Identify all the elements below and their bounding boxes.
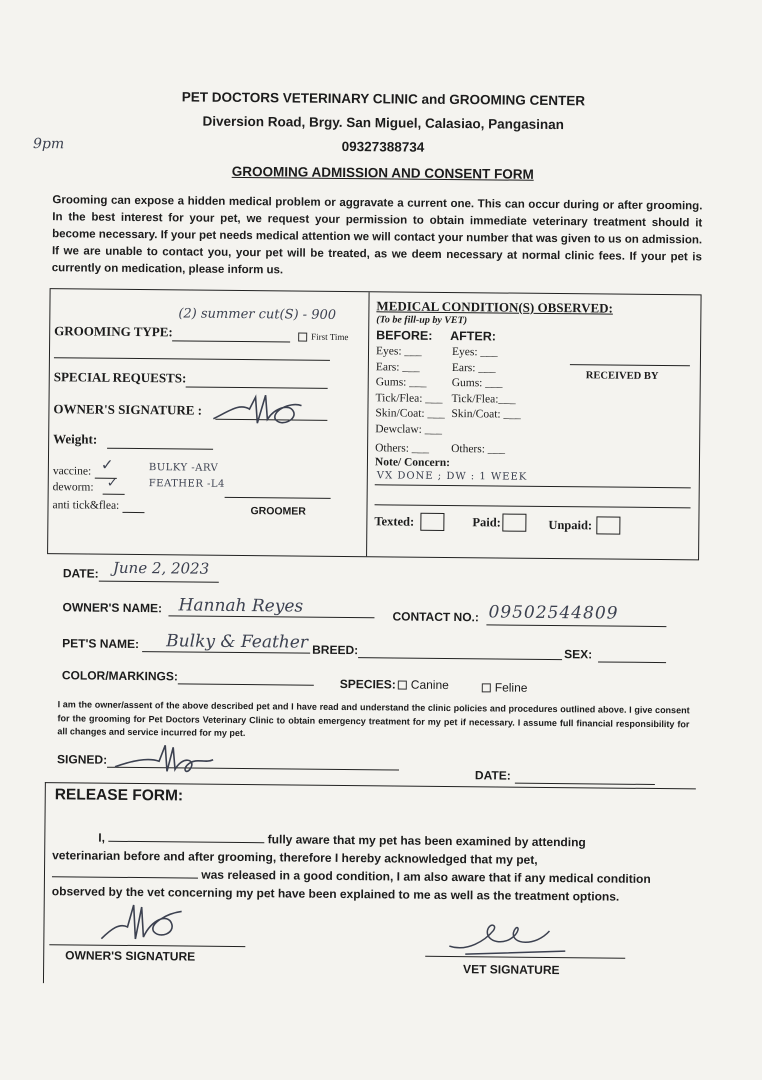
sex-label: SEX: (564, 647, 593, 662)
before-header: BEFORE: (376, 328, 433, 343)
grooming-type-value: (2) summer cut(S) - 900 (178, 306, 337, 323)
vet-signature-label: VET SIGNATURE (463, 962, 560, 978)
texted-label: Texted: (374, 514, 415, 529)
vaccine-check: ✓ (100, 455, 114, 474)
special-requests-label: SPECIAL REQUESTS: (53, 369, 187, 386)
clinic-address: Diversion Road, Brgy. San Miguel, Calasiao, Pangasinan (202, 113, 564, 133)
owner-signature-scribble (209, 389, 309, 434)
feline-checkbox[interactable] (482, 684, 491, 693)
owners-signature-label: OWNER'S SIGNATURE (65, 948, 196, 964)
canine-checkbox[interactable] (398, 681, 407, 690)
breed-label: BREED: (312, 642, 359, 658)
release-paragraph: I, fully aware that my pet has been examined by attending veterinarian before and after grooming, therefore I hereby acknowledged that my pet, was released in a good condition, I am also aware that if any medical condition observed by the vet concerning my pet have been explained to me as well as the treatment options. (51, 830, 651, 904)
note-concern-label: Note/ Concern: (374, 456, 451, 470)
contact-no-label: CONTACT NO.: (392, 609, 479, 625)
contact-no-value: 09502544809 (488, 602, 619, 624)
after-header: AFTER: (450, 329, 497, 344)
species-canine-option: Canine (398, 678, 449, 692)
signed-signature-scribble (113, 739, 223, 780)
grooming-table (47, 288, 702, 560)
paid-checkbox[interactable] (502, 514, 526, 532)
deworm-check: ✓ (106, 475, 118, 491)
signed-label: SIGNED: (57, 752, 108, 767)
owner-signature-label: OWNER'S SIGNATURE : (53, 401, 203, 418)
clinic-name: PET DOCTORS VETERINARY CLINIC and GROOMING CENTER (181, 89, 586, 109)
unpaid-checkbox[interactable] (596, 516, 620, 534)
release-form-title: RELEASE FORM: (54, 786, 184, 805)
species-feline-option: Feline (482, 680, 528, 694)
vaccine-label: vaccine: (52, 465, 92, 478)
signed-date-label: DATE: (474, 768, 511, 783)
received-by-label: RECEIVED BY (585, 370, 659, 383)
paper-sheet (24, 40, 734, 1077)
owners-name-value: Hannah Reyes (178, 595, 304, 617)
vet-signature-scribble (445, 916, 575, 961)
weight-label: Weight: (53, 431, 98, 447)
first-time-option: First Time (298, 332, 348, 343)
medical-conditions-title: MEDICAL CONDITION(S) OBSERVED: (376, 298, 613, 316)
color-markings-label: COLOR/MARKINGS: (61, 668, 178, 684)
deworm-label: deworm: (52, 481, 94, 494)
form-title: GROOMING ADMISSION AND CONSENT FORM (231, 163, 534, 182)
date-label: DATE: (62, 566, 99, 581)
medical-conditions-subtitle: (To be fill-up by VET) (376, 314, 468, 327)
margin-note: 9pm (32, 135, 65, 153)
groomer-label: GROOMER (250, 505, 306, 518)
consent-paragraph: I am the owner/assent of the above described pet and I have read and understand the clinic policies and procedures outlined above. I give consent for the grooming for Pet Doctors Veterinary Clinic to obtain emergency treatment for my pet if necessary. I assume full financial responsibility for all changes and service incurred for my pet. (57, 699, 690, 739)
texted-checkbox[interactable] (420, 513, 444, 531)
pets-name-label: PET'S NAME: (62, 636, 140, 652)
paid-label: Paid: (472, 515, 501, 530)
note-concern-value: VX DONE ; DW : 1 WEEK (376, 470, 528, 483)
table-divider (366, 292, 370, 556)
before-checklist: Eyes: ___ Ears: ___ Gums: ___ Tick/Flea: ___ Skin/Coat: ___ Dewclaw: ___ Others: ___ (375, 345, 445, 455)
owners-name-label: OWNER'S NAME: (62, 600, 163, 616)
intro-paragraph: Grooming can expose a hidden medical problem or aggravate a current one. This can occur during or after grooming. In the best interest for your pet, we request your permission to obtain immediate veterinary treatment should it become necessary. If your pet needs medical attention we will contact your number that was given to us on admission. If we are unable to contact you, your pet will be treated, as we deem necessary at normal clinic fees. If your pet is currently on medication, please inform us. (51, 194, 703, 277)
after-checklist: Eyes: ___ Ears: ___ Gums: ___ Tick/Flea:___ Skin/Coat: ___ Others: ___ (451, 346, 521, 456)
grooming-type-label: GROOMING TYPE: (54, 323, 173, 340)
anti-tick-flea-label: anti tick&flea: (52, 499, 120, 512)
unpaid-label: Unpaid: (548, 517, 593, 533)
clinic-phone: 09327388734 (341, 138, 425, 155)
release-owner-signature-scribble (97, 899, 187, 950)
pets-name-value: Bulky & Feather (166, 631, 309, 653)
date-value: June 2, 2023 (112, 558, 210, 578)
first-time-checkbox[interactable] (298, 333, 307, 342)
pet-notes-handwriting: BULKY -ARV FEATHER -L4 (148, 462, 225, 490)
species-label: SPECIES: (339, 676, 396, 692)
